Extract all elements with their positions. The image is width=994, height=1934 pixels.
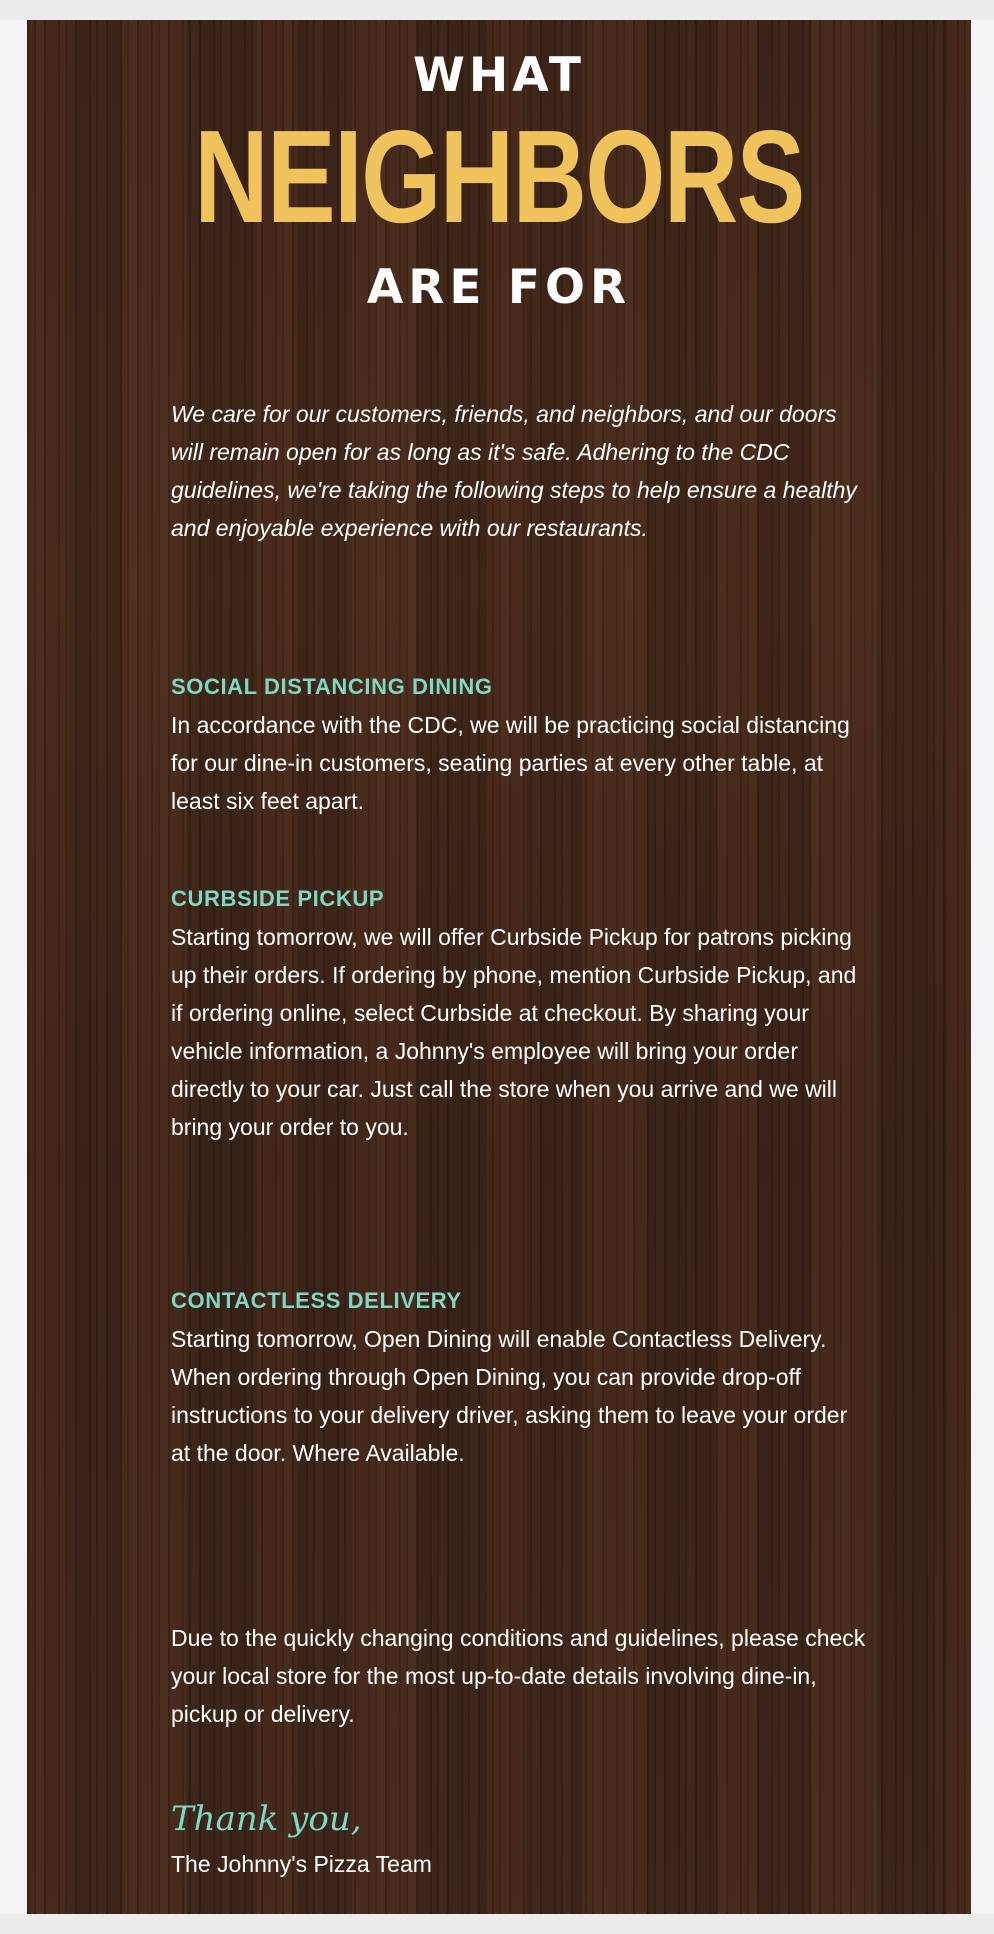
section-body: In accordance with the CDC, we will be practicing social distancing for our dine-in customers, seating parties at every other table, at least six feet apart.: [171, 712, 850, 814]
intro-paragraph: We care for our customers, friends, and neighbors, and our doors will remain open for as long as it's safe. Adhering to the CDC guidelines, we're taking the following steps to help ensure a healthy and enjoyable experience with our restaurants.: [171, 401, 857, 541]
bottom-edge-bar: [0, 1914, 994, 1934]
section-body: Starting tomorrow, we will offer Curbside Pickup for patrons picking up their orders. If ordering by phone, mention Curbside Pickup, and if ordering online, select Curbside at checkout. By sharing your vehicle information, a Johnny's employee will bring your order directly to your car. Just call the store when you arrive and we will bring your order to you.: [171, 924, 857, 1140]
wood-panel-card: [27, 20, 971, 1914]
section-social-distancing: [171, 668, 871, 820]
headline-are-for: ARE FOR: [366, 260, 632, 315]
section-title: CONTACTLESS DELIVERY: [171, 1288, 462, 1313]
closing-paragraph: Due to the quickly changing conditions and guidelines, please check your local store for the most up-to-date details involving dine-in, pickup or delivery.: [171, 1625, 866, 1727]
top-edge-bar: [0, 0, 994, 20]
headline-neighbors: NEIGHBORS: [194, 103, 804, 250]
headline-what: WHAT: [413, 48, 585, 103]
section-title: CURBSIDE PICKUP: [171, 886, 385, 911]
section-contactless-delivery: [171, 1282, 871, 1472]
thank-you-signoff: Thank you,: [171, 1799, 362, 1839]
section-body: Starting tomorrow, Open Dining will enable Contactless Delivery. When ordering through Open Dining, you can provide drop-off instructions to your delivery driver, asking them to leave your order at the door. Where Available.: [171, 1326, 848, 1466]
section-title: SOCIAL DISTANCING DINING: [171, 674, 493, 699]
section-curbside-pickup: [171, 880, 871, 1146]
team-signature: The Johnny's Pizza Team: [171, 1851, 432, 1877]
